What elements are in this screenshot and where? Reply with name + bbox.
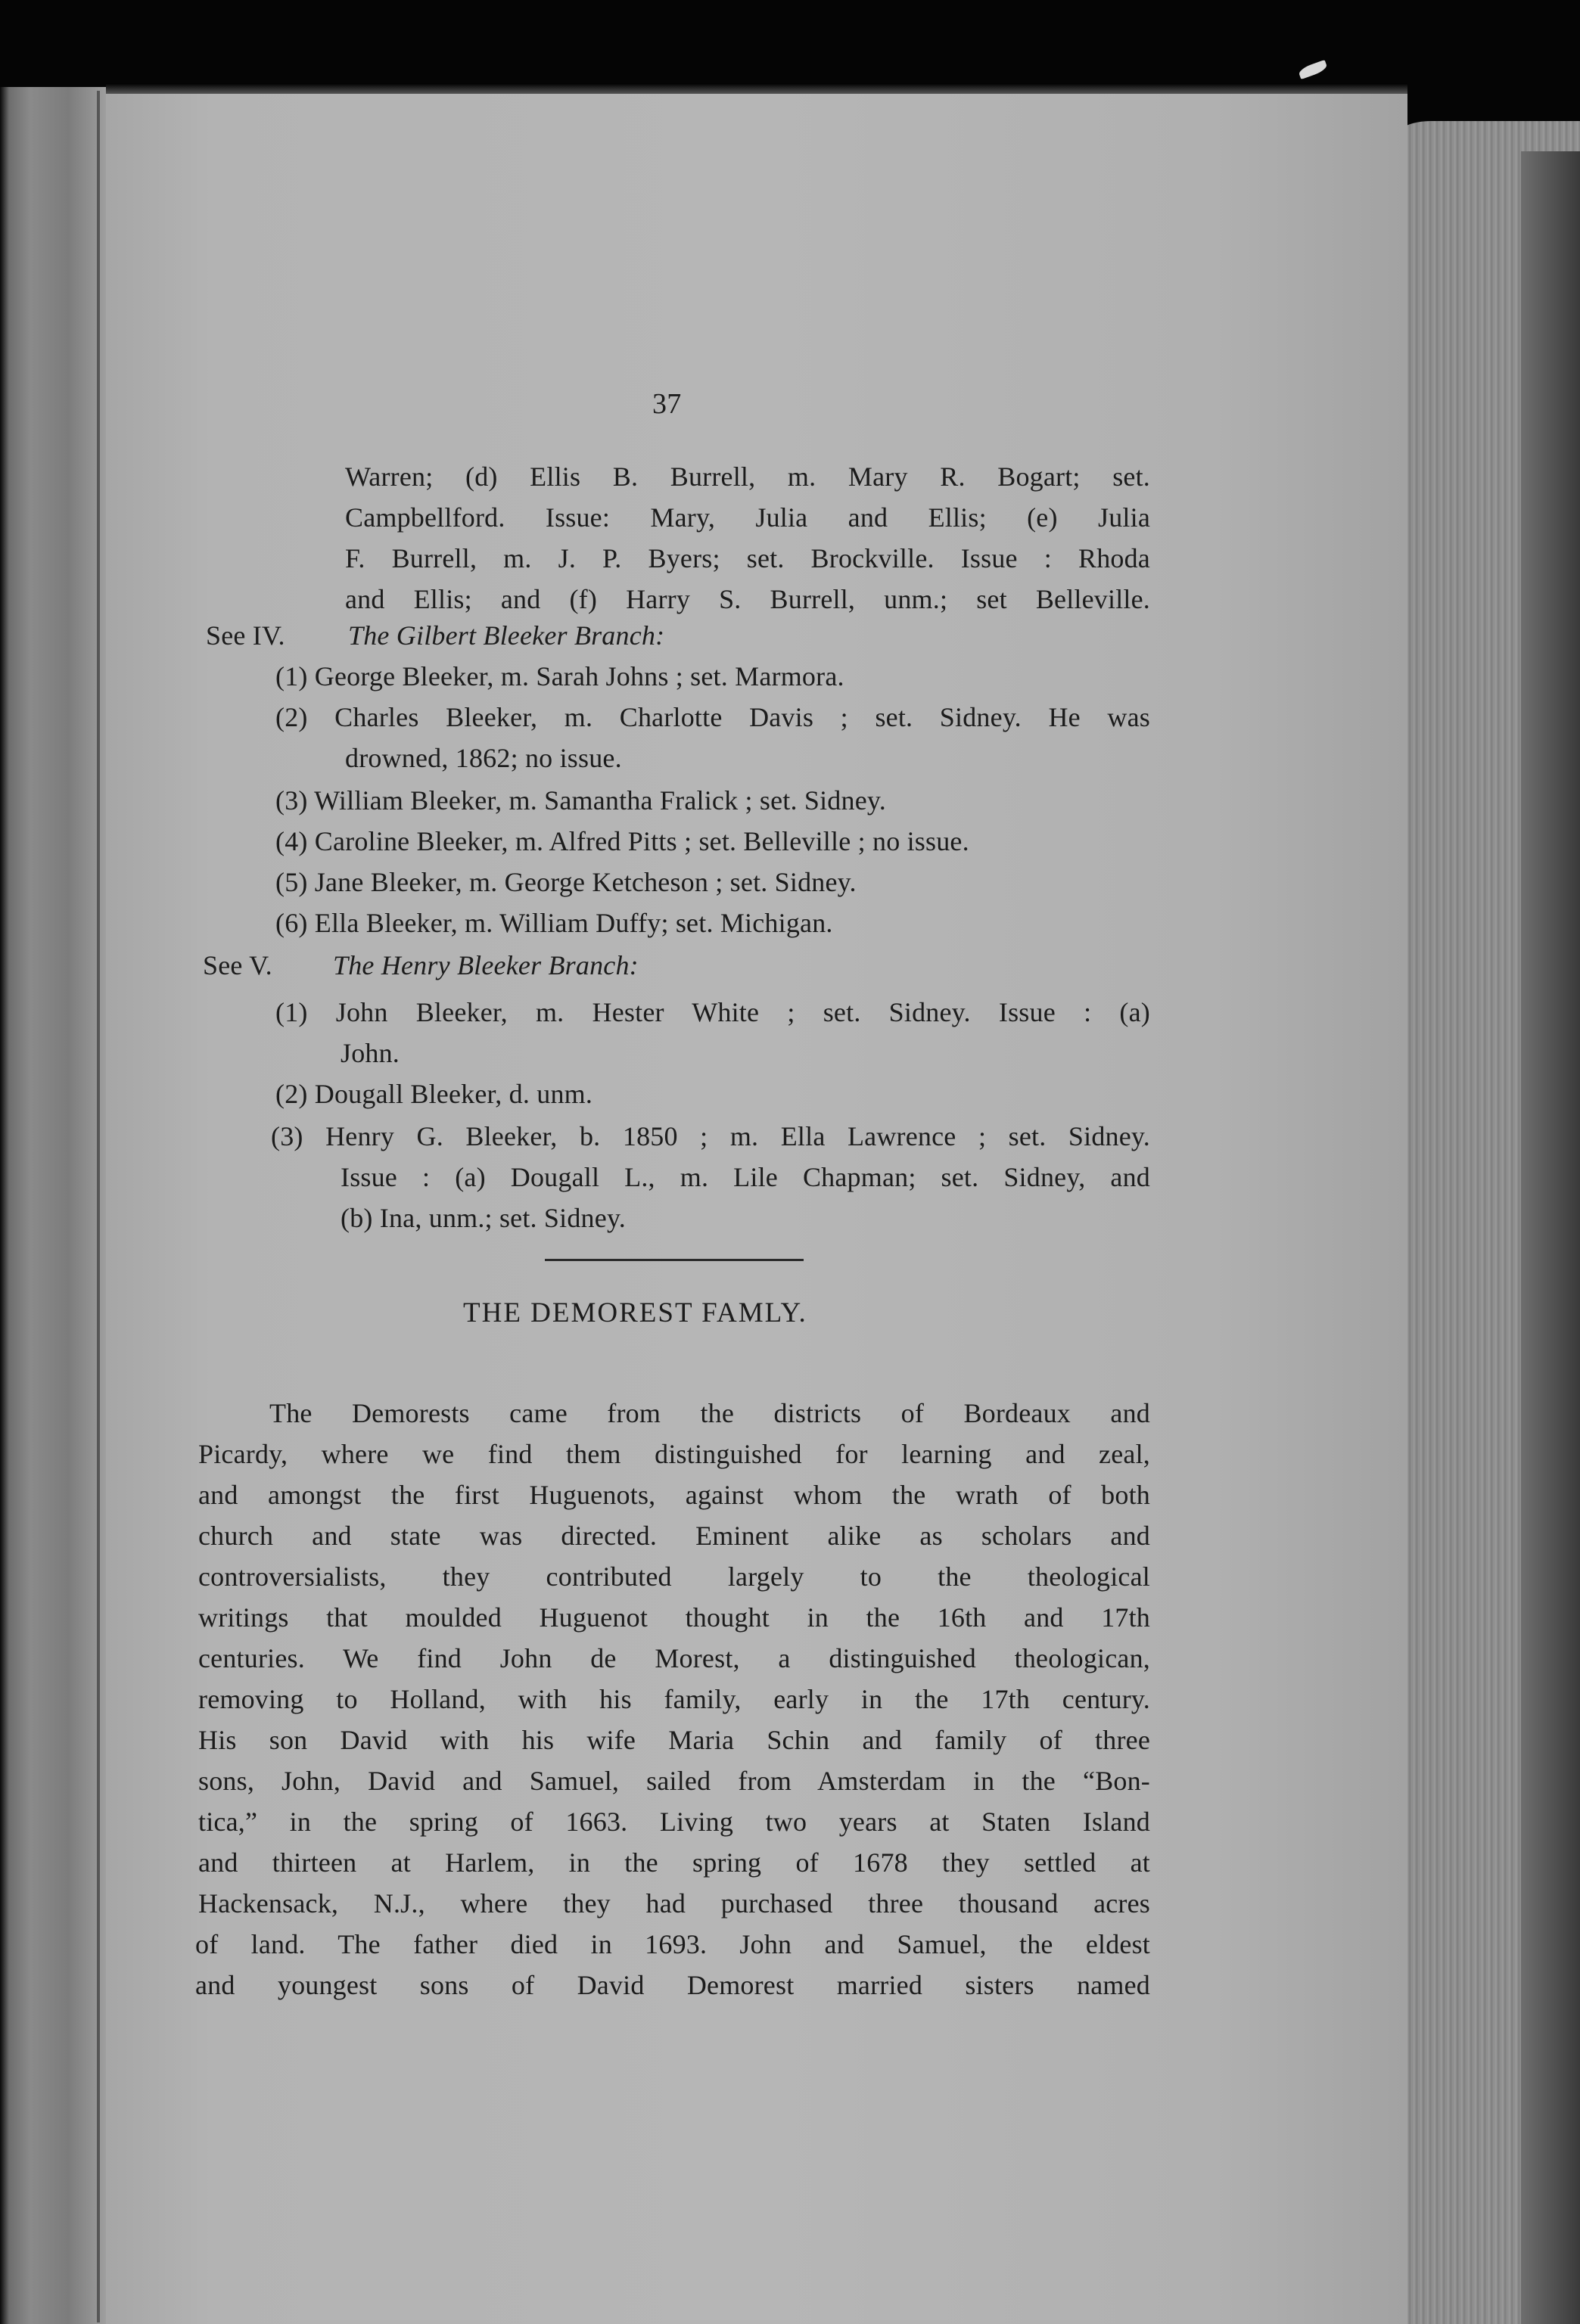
page-number: 37 (652, 388, 682, 420)
paragraph-line: sons, John, David and Samuel, sailed from Amsterdam in the “Bon- (198, 1766, 1150, 1796)
paragraph-line: and youngest sons of David Demorest married sisters named (195, 1970, 1150, 2000)
list-item: (6) Ella Bleeker, m. William Duffy; set. Michigan. (275, 908, 833, 938)
section-divider (545, 1259, 804, 1261)
text-line: Campbellford. Issue: Mary, Julia and Ellis; (e) Julia (345, 502, 1150, 533)
page-top-shadow (106, 83, 1407, 94)
paragraph-line: Hackensack, N.J., where they had purchased three thousand acres (198, 1888, 1150, 1919)
paragraph-line: and amongst the first Huguenots, against whom the wrath of both (198, 1480, 1150, 1510)
list-item-continuation: Issue : (a) Dougall L., m. Lile Chapman; set. Sidney, and (341, 1162, 1150, 1192)
list-item-continuation: (b) Ina, unm.; set. Sidney. (341, 1203, 627, 1233)
list-item: (1) George Bleeker, m. Sarah Johns ; set. Marmora. (275, 661, 844, 691)
paragraph-line: centuries. We find John de Morest, a distinguished theologican, (198, 1643, 1150, 1673)
paragraph-line: writings that moulded Huguenot thought in the 16th and 17th (198, 1602, 1150, 1633)
list-item-continuation: John. (341, 1038, 400, 1068)
paragraph-line: controversialists, they contributed largely to the theological (198, 1561, 1150, 1592)
section-ref: See V. (203, 950, 272, 980)
right-book-edge (1521, 151, 1580, 2324)
paragraph-line: and thirteen at Harlem, in the spring of 1678 they settled at (198, 1847, 1150, 1878)
paragraph-line: church and state was directed. Eminent alike as scholars and (198, 1521, 1150, 1551)
paragraph-line: of land. The father died in 1693. John and Samuel, the eldest (195, 1929, 1150, 1959)
binding-line (97, 91, 100, 2322)
list-item-continuation: drowned, 1862; no issue. (345, 743, 622, 773)
list-item: (5) Jane Bleeker, m. George Ketcheson ; set. Sidney. (275, 867, 857, 897)
list-item: (2) Dougall Bleeker, d. unm. (275, 1079, 593, 1109)
list-item: (4) Caroline Bleeker, m. Alfred Pitts ; set. Belleville ; no issue. (275, 826, 969, 856)
paragraph-line: Picardy, where we find them distinguished for learning and zeal, (198, 1439, 1150, 1469)
text-line: Warren; (d) Ellis B. Burrell, m. Mary R. Bogart; set. (345, 461, 1150, 492)
list-item: (3) William Bleeker, m. Samantha Fralick ; set. Sidney. (275, 785, 886, 816)
list-item: (3) Henry G. Bleeker, b. 1850 ; m. Ella Lawrence ; set. Sidney. (271, 1121, 1150, 1151)
list-item: (1) John Bleeker, m. Hester White ; set. Sidney. Issue : (a) (275, 997, 1150, 1027)
branch-heading: The Gilbert Bleeker Branch: (348, 620, 665, 651)
list-item: (2) Charles Bleeker, m. Charlotte Davis ; set. Sidney. He was (275, 702, 1150, 732)
section-title: THE DEMOREST FAMLY. (463, 1297, 807, 1328)
paragraph-line: removing to Holland, with his family, early in the 17th century. (198, 1684, 1150, 1714)
text-line: and Ellis; and (f) Harry S. Burrell, unm.; set Belleville. (345, 584, 1150, 614)
section-ref: See IV. (206, 620, 285, 651)
paragraph-line: The Demorests came from the districts of Bordeaux and (269, 1398, 1150, 1428)
paragraph-line: His son David with his wife Maria Schin and family of three (198, 1725, 1150, 1755)
text-line: F. Burrell, m. J. P. Byers; set. Brockville. Issue : Rhoda (345, 543, 1150, 573)
branch-heading: The Henry Bleeker Branch: (333, 950, 639, 980)
paragraph-line: tica,” in the spring of 1663. Living two years at Staten Island (198, 1807, 1150, 1837)
